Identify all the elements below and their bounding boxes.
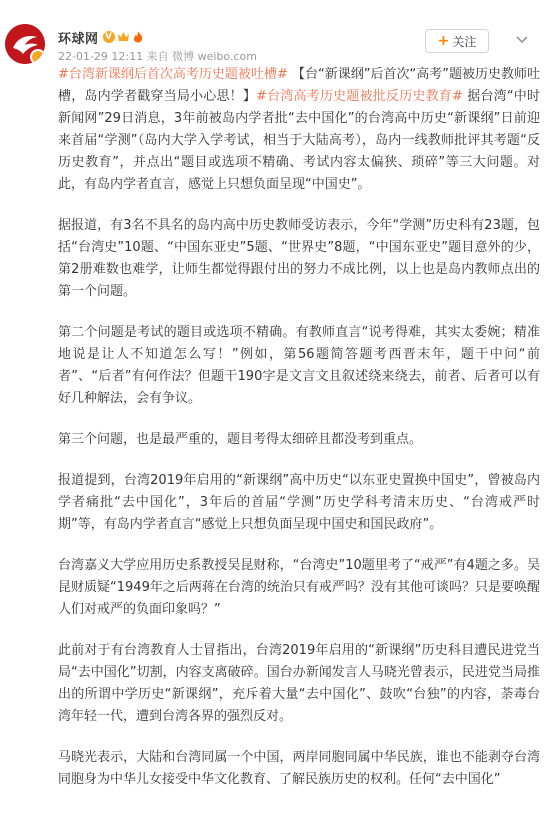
plus-icon: + — [437, 33, 450, 49]
author-row — [58, 28, 144, 46]
paragraph-7: 此前对于有台湾教育人士冒指出，台湾2019年启用的“新课纲”历史科目遭民进党当局“去中国化”切割，内容支离破碎。国台办新闻发言人马晓光曾表示，民进党当局推出的所谓中学历史“新课纲”，充斥着大量“去中国化”、鼓吹“台独”的内容，荼毒台湾年轻一代，遭到台湾各界的强烈反对。 — [58, 643, 540, 724]
avatar[interactable] — [5, 24, 45, 64]
verified-badge-icon — [30, 49, 45, 64]
paragraph-1 — [58, 64, 540, 196]
flame-icon — [132, 31, 144, 43]
post-meta — [58, 48, 257, 64]
hashtag-link[interactable]: #台湾高考历史题被批反历史教育# — [256, 89, 463, 104]
paragraph-6: 台湾嘉义大学应用历史系教授吴昆财称，“台湾史”10题里考了“戒严”有4题之多。吴昆财质疑“1949年之后两蒋在台湾的统治只有戒严吗？没有其他可谈吗？只是要唤醒人们对戒严的负面印象吗？” — [58, 558, 540, 617]
paragraph-4: 第三个问题，也是最严重的，题目考得太细碎且都没考到重点。 — [58, 432, 423, 447]
paragraph-text: 据台湾“中时新闻网”29日消息，3年前被岛内学者批“去中国化”的台湾高中历史“新课纲”日前迎来首届“学测”（岛内大学入学考试，相当于大陆高考），岛内一线教师批评其考题“反历史教育”，并点出“题目或选项不精确、考试内容太偏狭、琐碎”等三大问题。对此，有岛内学者直言，感觉上只想负面呈现“中国史”。 — [58, 89, 540, 192]
author-name[interactable]: 环球网 — [58, 31, 99, 47]
follow-label: 关注 — [452, 34, 477, 49]
paragraph-5: 报道提到，台湾2019年启用的“新课纲”高中历史“以东亚史置换中国史”，曾被岛内学者痛批“去中国化”，3年后的首届“学测”历史学科考清末历史、“台湾戒严时期”等，有岛内学者直言“感觉上只想负面呈现中国史和国民政府”。 — [58, 473, 540, 532]
follow-button[interactable] — [425, 29, 489, 53]
post-timestamp[interactable]: 22-01-29 12:11 — [58, 50, 144, 63]
verified-v-icon: V — [103, 31, 115, 43]
post-source: 来自 微博 weibo.com — [146, 50, 257, 63]
crown-icon — [117, 31, 130, 43]
paragraph-8: 马晓光表示，大陆和台湾同属一个中国，两岸同胞同属中华民族，谁也不能剥夺台湾同胞身为中华儿女接受中华文化教育、了解民族历史的权利。任何“去中国化” — [58, 750, 540, 787]
paragraph-text: 【台“新课纲”后首次“高考”题被历史教师吐槽，岛内学者戳穿当局小心思！】 — [58, 67, 540, 104]
paragraph-2: 据报道，有3名不具名的岛内高中历史教师受访表示，今年“学测”历史科有23题，包括“台湾史”10题、“中国东亚史”5题、“世界史”8题，“中国东亚史”题目意外的少，第2册难数也难学，让师生都觉得跟付出的努力不成比例，以上也是岛内教师点出的第一个问题。 — [58, 218, 540, 299]
post-body — [58, 64, 540, 810]
paragraph-3: 第二个问题是考试的题目或选项不精确。有教师直言“说考得难，其实太委婉；精准地说是让人不知道怎么写！”例如，第56题简答题考西晋末年，题干中问“前者”、“后者”有何作法？但题干190字是文言文且叙述绕来绕去，前者、后者可以有好几种解法，会有争议。 — [58, 325, 540, 406]
hashtag-link[interactable]: #台湾新课纲后首次高考历史题被吐槽# — [58, 67, 288, 82]
post-header — [0, 0, 550, 62]
chevron-down-icon[interactable] — [512, 30, 532, 50]
